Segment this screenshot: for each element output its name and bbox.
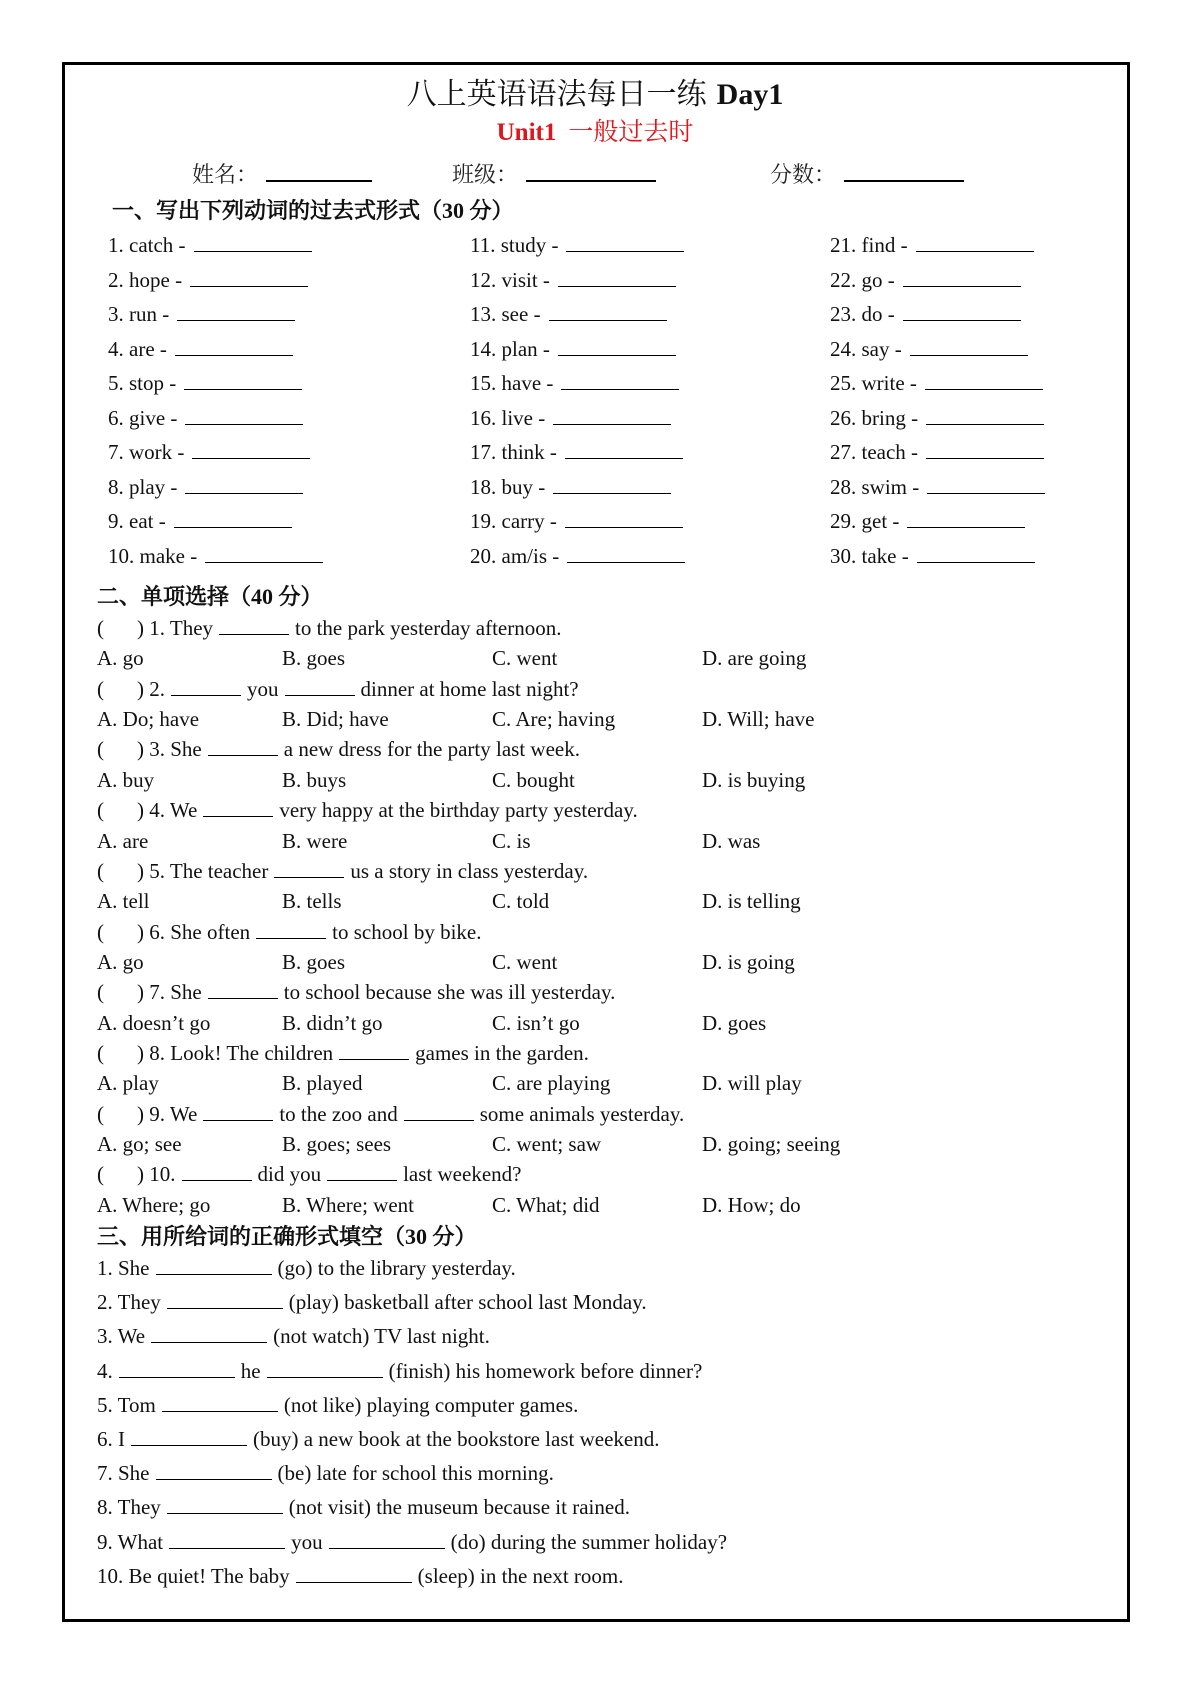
question-blank bbox=[285, 675, 355, 696]
mc-option[interactable]: D. is buying bbox=[702, 767, 806, 792]
verb-label: 29. get - bbox=[830, 509, 900, 533]
verb-item bbox=[830, 404, 1044, 432]
answer-blank[interactable] bbox=[194, 231, 312, 252]
fill-text: 6. I bbox=[97, 1427, 125, 1451]
answer-bracket[interactable]: ( bbox=[97, 737, 104, 762]
answer-blank[interactable] bbox=[169, 1528, 285, 1549]
answer-blank[interactable] bbox=[903, 266, 1021, 287]
mc-question bbox=[97, 735, 580, 763]
mc-option[interactable]: B. goes; sees bbox=[282, 1132, 392, 1156]
question-text: ) 2. bbox=[137, 676, 165, 701]
fill-text: (be) late for school this morning. bbox=[277, 1461, 554, 1486]
verb-label: 14. plan - bbox=[470, 336, 550, 361]
question-text: ) 4. We bbox=[137, 798, 198, 823]
mc-option[interactable]: C. told bbox=[492, 889, 550, 914]
answer-blank[interactable] bbox=[167, 1288, 283, 1309]
verb-label: 12. visit - bbox=[470, 267, 550, 292]
answer-blank[interactable] bbox=[907, 507, 1025, 528]
answer-blank[interactable] bbox=[329, 1528, 445, 1549]
mc-option[interactable]: A. are bbox=[97, 828, 149, 853]
verb-item bbox=[470, 438, 683, 466]
mc-option[interactable]: C. are playing bbox=[492, 1071, 611, 1096]
verb-item bbox=[470, 266, 676, 294]
fill-text: 3. We bbox=[97, 1324, 146, 1349]
question-text: some animals yesterday. bbox=[479, 1101, 685, 1126]
answer-blank[interactable] bbox=[185, 404, 303, 425]
question-blank bbox=[182, 1160, 252, 1181]
answer-blank[interactable] bbox=[558, 266, 676, 287]
verb-item bbox=[108, 369, 302, 397]
verb-item bbox=[470, 473, 671, 501]
mc-question bbox=[97, 1100, 684, 1128]
mc-option[interactable]: D. are going bbox=[702, 646, 807, 671]
fill-text: (do) during the summer holiday? bbox=[450, 1529, 728, 1554]
fill-text: (not watch) TV last night. bbox=[273, 1324, 490, 1349]
verb-label: 24. say - bbox=[830, 336, 902, 361]
mc-option[interactable]: C. went bbox=[492, 646, 558, 671]
verb-label: 10. make - bbox=[108, 543, 198, 568]
verb-item bbox=[830, 266, 1021, 294]
name-label: 姓名： bbox=[192, 162, 259, 187]
answer-blank[interactable] bbox=[119, 1357, 235, 1378]
mc-option[interactable]: B. tells bbox=[282, 889, 342, 914]
score-field bbox=[770, 158, 964, 190]
mc-option[interactable]: C. went bbox=[492, 949, 558, 974]
answer-blank[interactable] bbox=[156, 1254, 272, 1275]
answer-blank[interactable] bbox=[553, 404, 671, 425]
question-text: ) 8. Look! The children bbox=[137, 1040, 334, 1065]
mc-option[interactable]: B. Did; have bbox=[282, 707, 389, 732]
question-text: last weekend? bbox=[403, 1162, 522, 1187]
answer-bracket[interactable]: ( bbox=[97, 980, 104, 1005]
question-blank bbox=[171, 675, 241, 696]
fill-item bbox=[97, 1288, 647, 1316]
mc-question bbox=[97, 978, 615, 1006]
fill-text: 5. Tom bbox=[97, 1392, 156, 1417]
fill-item bbox=[97, 1391, 578, 1419]
answer-blank[interactable] bbox=[565, 507, 683, 528]
fill-text: (go) to the library yesterday. bbox=[277, 1256, 516, 1280]
verb-label: 3. run - bbox=[108, 302, 170, 326]
fill-text: 10. Be quiet! The baby bbox=[97, 1563, 290, 1588]
title-day: Day1 bbox=[716, 78, 784, 111]
page-title bbox=[0, 76, 1190, 114]
question-text: very happy at the birthday party yesterday. bbox=[279, 798, 638, 823]
answer-blank[interactable] bbox=[174, 507, 292, 528]
verb-label: 16. live - bbox=[470, 405, 546, 430]
question-text: did you bbox=[257, 1162, 322, 1187]
question-text: a new dress for the party last week. bbox=[283, 737, 580, 762]
verb-item bbox=[470, 231, 684, 259]
mc-option[interactable]: A. Do; have bbox=[97, 707, 200, 732]
class-field bbox=[452, 158, 656, 190]
answer-bracket[interactable]: ( bbox=[97, 616, 104, 640]
question-text: dinner at home last night? bbox=[360, 676, 579, 701]
name-field bbox=[192, 158, 372, 190]
mc-question bbox=[97, 857, 588, 885]
verb-label: 18. buy - bbox=[470, 474, 546, 499]
question-text: you bbox=[247, 676, 279, 701]
fill-text: (buy) a new book at the bookstore last weekend. bbox=[253, 1427, 660, 1451]
question-text: to school because she was ill yesterday. bbox=[283, 980, 616, 1005]
mc-option[interactable]: D. will play bbox=[702, 1071, 802, 1096]
verb-item bbox=[108, 404, 303, 432]
unit-label: Unit1 bbox=[496, 119, 557, 146]
question-blank bbox=[274, 857, 344, 878]
question-text: ) 6. She often bbox=[137, 919, 251, 944]
answer-blank[interactable] bbox=[561, 369, 679, 390]
answer-blank[interactable] bbox=[558, 335, 676, 356]
question-text: to the zoo and bbox=[279, 1101, 398, 1126]
verb-item bbox=[470, 369, 679, 397]
fill-text: 2. They bbox=[97, 1290, 161, 1315]
verb-item bbox=[470, 404, 671, 432]
answer-blank[interactable] bbox=[566, 231, 684, 252]
mc-option[interactable]: D. goes bbox=[702, 1010, 767, 1035]
verb-item bbox=[108, 335, 293, 363]
verb-label: 7. work - bbox=[108, 440, 185, 464]
question-text: ) 1. They bbox=[137, 616, 214, 640]
verb-label: 26. bring - bbox=[830, 405, 919, 430]
mc-option[interactable]: A. doesn’t go bbox=[97, 1010, 211, 1035]
verb-label: 23. do - bbox=[830, 302, 895, 326]
fill-text: 1. She bbox=[97, 1256, 150, 1280]
fill-text: he bbox=[240, 1358, 261, 1383]
verb-item bbox=[830, 473, 1045, 501]
verb-item bbox=[470, 542, 685, 570]
mc-option[interactable]: A. go bbox=[97, 646, 144, 671]
mc-option[interactable]: B. played bbox=[282, 1071, 363, 1096]
fill-text: (not visit) the museum because it rained. bbox=[288, 1495, 630, 1520]
fill-text: you bbox=[291, 1529, 323, 1554]
mc-option[interactable]: D. is telling bbox=[702, 889, 801, 914]
verb-item bbox=[470, 507, 683, 535]
verb-label: 21. find - bbox=[830, 233, 908, 257]
question-blank bbox=[208, 735, 278, 756]
fill-text: 4. bbox=[97, 1358, 113, 1383]
verb-item bbox=[108, 507, 292, 535]
answer-blank[interactable] bbox=[185, 473, 303, 494]
question-text: to the park yesterday afternoon. bbox=[295, 616, 562, 640]
fill-item bbox=[97, 1493, 630, 1521]
mc-option[interactable]: C. went; saw bbox=[492, 1132, 602, 1156]
answer-blank[interactable] bbox=[926, 404, 1044, 425]
answer-blank[interactable] bbox=[296, 1562, 412, 1583]
verb-label: 15. have - bbox=[470, 371, 554, 395]
answer-blank[interactable] bbox=[267, 1357, 383, 1378]
class-label: 班级： bbox=[452, 162, 519, 187]
answer-blank[interactable] bbox=[927, 473, 1045, 494]
mc-question bbox=[97, 675, 579, 703]
mc-option[interactable]: B. were bbox=[282, 828, 348, 853]
answer-blank[interactable] bbox=[205, 542, 323, 563]
verb-item bbox=[830, 300, 1021, 328]
answer-bracket[interactable]: ( bbox=[97, 858, 104, 883]
class-input[interactable] bbox=[526, 158, 656, 182]
answer-blank[interactable] bbox=[925, 369, 1043, 390]
answer-blank[interactable] bbox=[549, 300, 667, 321]
mc-option[interactable]: A. play bbox=[97, 1071, 159, 1096]
verb-item bbox=[108, 438, 310, 466]
mc-option[interactable]: A. buy bbox=[97, 767, 155, 792]
question-text: games in the garden. bbox=[415, 1040, 589, 1065]
question-text: ) 10. bbox=[137, 1162, 176, 1187]
answer-bracket[interactable]: ( bbox=[97, 919, 104, 944]
answer-blank[interactable] bbox=[177, 300, 295, 321]
question-blank bbox=[404, 1100, 474, 1121]
section1-heading: 一、写出下列动词的过去式形式（30 分） bbox=[112, 198, 514, 223]
mc-question bbox=[97, 1160, 521, 1188]
answer-blank[interactable] bbox=[567, 542, 685, 563]
answer-blank[interactable] bbox=[156, 1459, 272, 1480]
question-text: ) 7. She bbox=[137, 980, 202, 1005]
verb-item bbox=[830, 335, 1028, 363]
verb-label: 2. hope - bbox=[108, 267, 183, 292]
answer-bracket[interactable]: ( bbox=[97, 1101, 104, 1126]
answer-blank[interactable] bbox=[903, 300, 1021, 321]
question-blank bbox=[256, 918, 326, 939]
answer-blank[interactable] bbox=[184, 369, 302, 390]
mc-option[interactable]: B. goes bbox=[282, 646, 345, 671]
question-text: ) 3. She bbox=[137, 737, 202, 762]
section2-heading: 二、单项选择（40 分） bbox=[97, 584, 323, 609]
fill-item bbox=[97, 1562, 624, 1590]
title-text: 八上英语语法每日一练 bbox=[406, 78, 707, 111]
mc-option[interactable]: D. Will; have bbox=[702, 707, 815, 732]
mc-option[interactable]: C. bought bbox=[492, 767, 575, 792]
verb-item bbox=[830, 542, 1035, 570]
verb-label: 9. eat - bbox=[108, 509, 166, 533]
answer-bracket[interactable]: ( bbox=[97, 1162, 104, 1187]
mc-question bbox=[97, 918, 481, 946]
unit-subtitle bbox=[0, 116, 1190, 150]
answer-blank[interactable] bbox=[926, 438, 1044, 459]
answer-blank[interactable] bbox=[151, 1322, 267, 1343]
question-blank bbox=[339, 1039, 409, 1060]
mc-option[interactable]: B. goes bbox=[282, 949, 345, 974]
answer-blank[interactable] bbox=[192, 438, 310, 459]
verb-item bbox=[108, 231, 312, 259]
mc-option[interactable]: C. isn’t go bbox=[492, 1010, 580, 1035]
fill-item bbox=[97, 1254, 516, 1282]
verb-label: 20. am/is - bbox=[470, 543, 560, 568]
verb-item bbox=[830, 369, 1043, 397]
verb-item bbox=[108, 300, 295, 328]
answer-blank[interactable] bbox=[131, 1425, 247, 1446]
question-text: ) 9. We bbox=[137, 1101, 198, 1126]
mc-option[interactable]: D. How; do bbox=[702, 1192, 801, 1217]
question-blank bbox=[203, 796, 273, 817]
verb-label: 17. think - bbox=[470, 440, 557, 464]
question-text: ) 5. The teacher bbox=[137, 858, 269, 883]
mc-option[interactable]: D. was bbox=[702, 828, 761, 853]
answer-blank[interactable] bbox=[916, 231, 1034, 252]
section3-heading: 三、用所给词的正确形式填空（30 分） bbox=[97, 1224, 477, 1249]
question-blank bbox=[203, 1100, 273, 1121]
answer-blank[interactable] bbox=[565, 438, 683, 459]
answer-bracket[interactable]: ( bbox=[97, 798, 104, 823]
verb-label: 1. catch - bbox=[108, 233, 186, 257]
verb-label: 11. study - bbox=[470, 233, 559, 257]
verb-label: 30. take - bbox=[830, 543, 909, 568]
question-blank bbox=[219, 614, 289, 635]
fill-text: 9. What bbox=[97, 1529, 164, 1554]
answer-blank[interactable] bbox=[917, 542, 1035, 563]
verb-label: 28. swim - bbox=[830, 474, 920, 499]
verb-label: 4. are - bbox=[108, 336, 167, 361]
mc-question bbox=[97, 1039, 589, 1067]
verb-label: 22. go - bbox=[830, 267, 895, 292]
verb-item bbox=[830, 438, 1044, 466]
answer-bracket[interactable]: ( bbox=[97, 676, 104, 701]
question-blank bbox=[327, 1160, 397, 1181]
answer-blank[interactable] bbox=[910, 335, 1028, 356]
mc-option[interactable]: A. tell bbox=[97, 889, 150, 914]
fill-item bbox=[97, 1322, 490, 1350]
fill-text: (not like) playing computer games. bbox=[283, 1392, 579, 1417]
answer-blank[interactable] bbox=[175, 335, 293, 356]
verb-label: 13. see - bbox=[470, 302, 541, 326]
verb-item bbox=[830, 231, 1034, 259]
mc-option[interactable]: B. Where; went bbox=[282, 1192, 414, 1217]
mc-option[interactable]: D. is going bbox=[702, 949, 795, 974]
verb-item bbox=[830, 507, 1025, 535]
answer-blank[interactable] bbox=[553, 473, 671, 494]
mc-option[interactable]: A. go; see bbox=[97, 1132, 182, 1156]
mc-option[interactable]: C. is bbox=[492, 828, 531, 853]
verb-item bbox=[470, 335, 676, 363]
verb-label: 8. play - bbox=[108, 474, 178, 499]
verb-label: 19. carry - bbox=[470, 509, 557, 533]
mc-option[interactable]: D. going; seeing bbox=[702, 1132, 841, 1156]
fill-item bbox=[97, 1425, 659, 1453]
mc-option[interactable]: A. go bbox=[97, 949, 144, 974]
answer-blank[interactable] bbox=[190, 266, 308, 287]
verb-label: 6. give - bbox=[108, 405, 178, 430]
mc-option[interactable]: A. Where; go bbox=[97, 1192, 211, 1217]
fill-text: 8. They bbox=[97, 1495, 161, 1520]
mc-question bbox=[97, 614, 562, 642]
score-input[interactable] bbox=[844, 158, 964, 182]
fill-text: (sleep) in the next room. bbox=[417, 1563, 624, 1588]
question-text: to school by bike. bbox=[332, 919, 482, 944]
fill-item bbox=[97, 1459, 554, 1487]
score-label: 分数： bbox=[770, 162, 837, 187]
mc-option[interactable]: C. What; did bbox=[492, 1192, 600, 1217]
fill-text: (finish) his homework before dinner? bbox=[388, 1358, 703, 1383]
verb-item bbox=[108, 542, 323, 570]
worksheet-frame bbox=[62, 62, 1130, 1622]
verb-item bbox=[108, 266, 308, 294]
verb-item bbox=[470, 300, 667, 328]
fill-item bbox=[97, 1357, 702, 1385]
verb-label: 27. teach - bbox=[830, 440, 919, 464]
mc-question bbox=[97, 796, 638, 824]
fill-text: (play) basketball after school last Monday. bbox=[288, 1290, 647, 1315]
mc-option[interactable]: C. Are; having bbox=[492, 707, 616, 732]
answer-blank[interactable] bbox=[167, 1493, 283, 1514]
fill-item bbox=[97, 1528, 727, 1556]
topic-label: 一般过去时 bbox=[568, 119, 694, 146]
answer-bracket[interactable]: ( bbox=[97, 1040, 104, 1065]
name-input[interactable] bbox=[266, 158, 372, 182]
verb-item bbox=[108, 473, 303, 501]
verb-label: 25. write - bbox=[830, 371, 917, 395]
mc-option[interactable]: B. didn’t go bbox=[282, 1010, 383, 1035]
answer-blank[interactable] bbox=[162, 1391, 278, 1412]
fill-text: 7. She bbox=[97, 1461, 150, 1486]
verb-label: 5. stop - bbox=[108, 371, 177, 395]
question-blank bbox=[208, 978, 278, 999]
question-text: us a story in class yesterday. bbox=[350, 858, 589, 883]
mc-option[interactable]: B. buys bbox=[282, 767, 347, 792]
